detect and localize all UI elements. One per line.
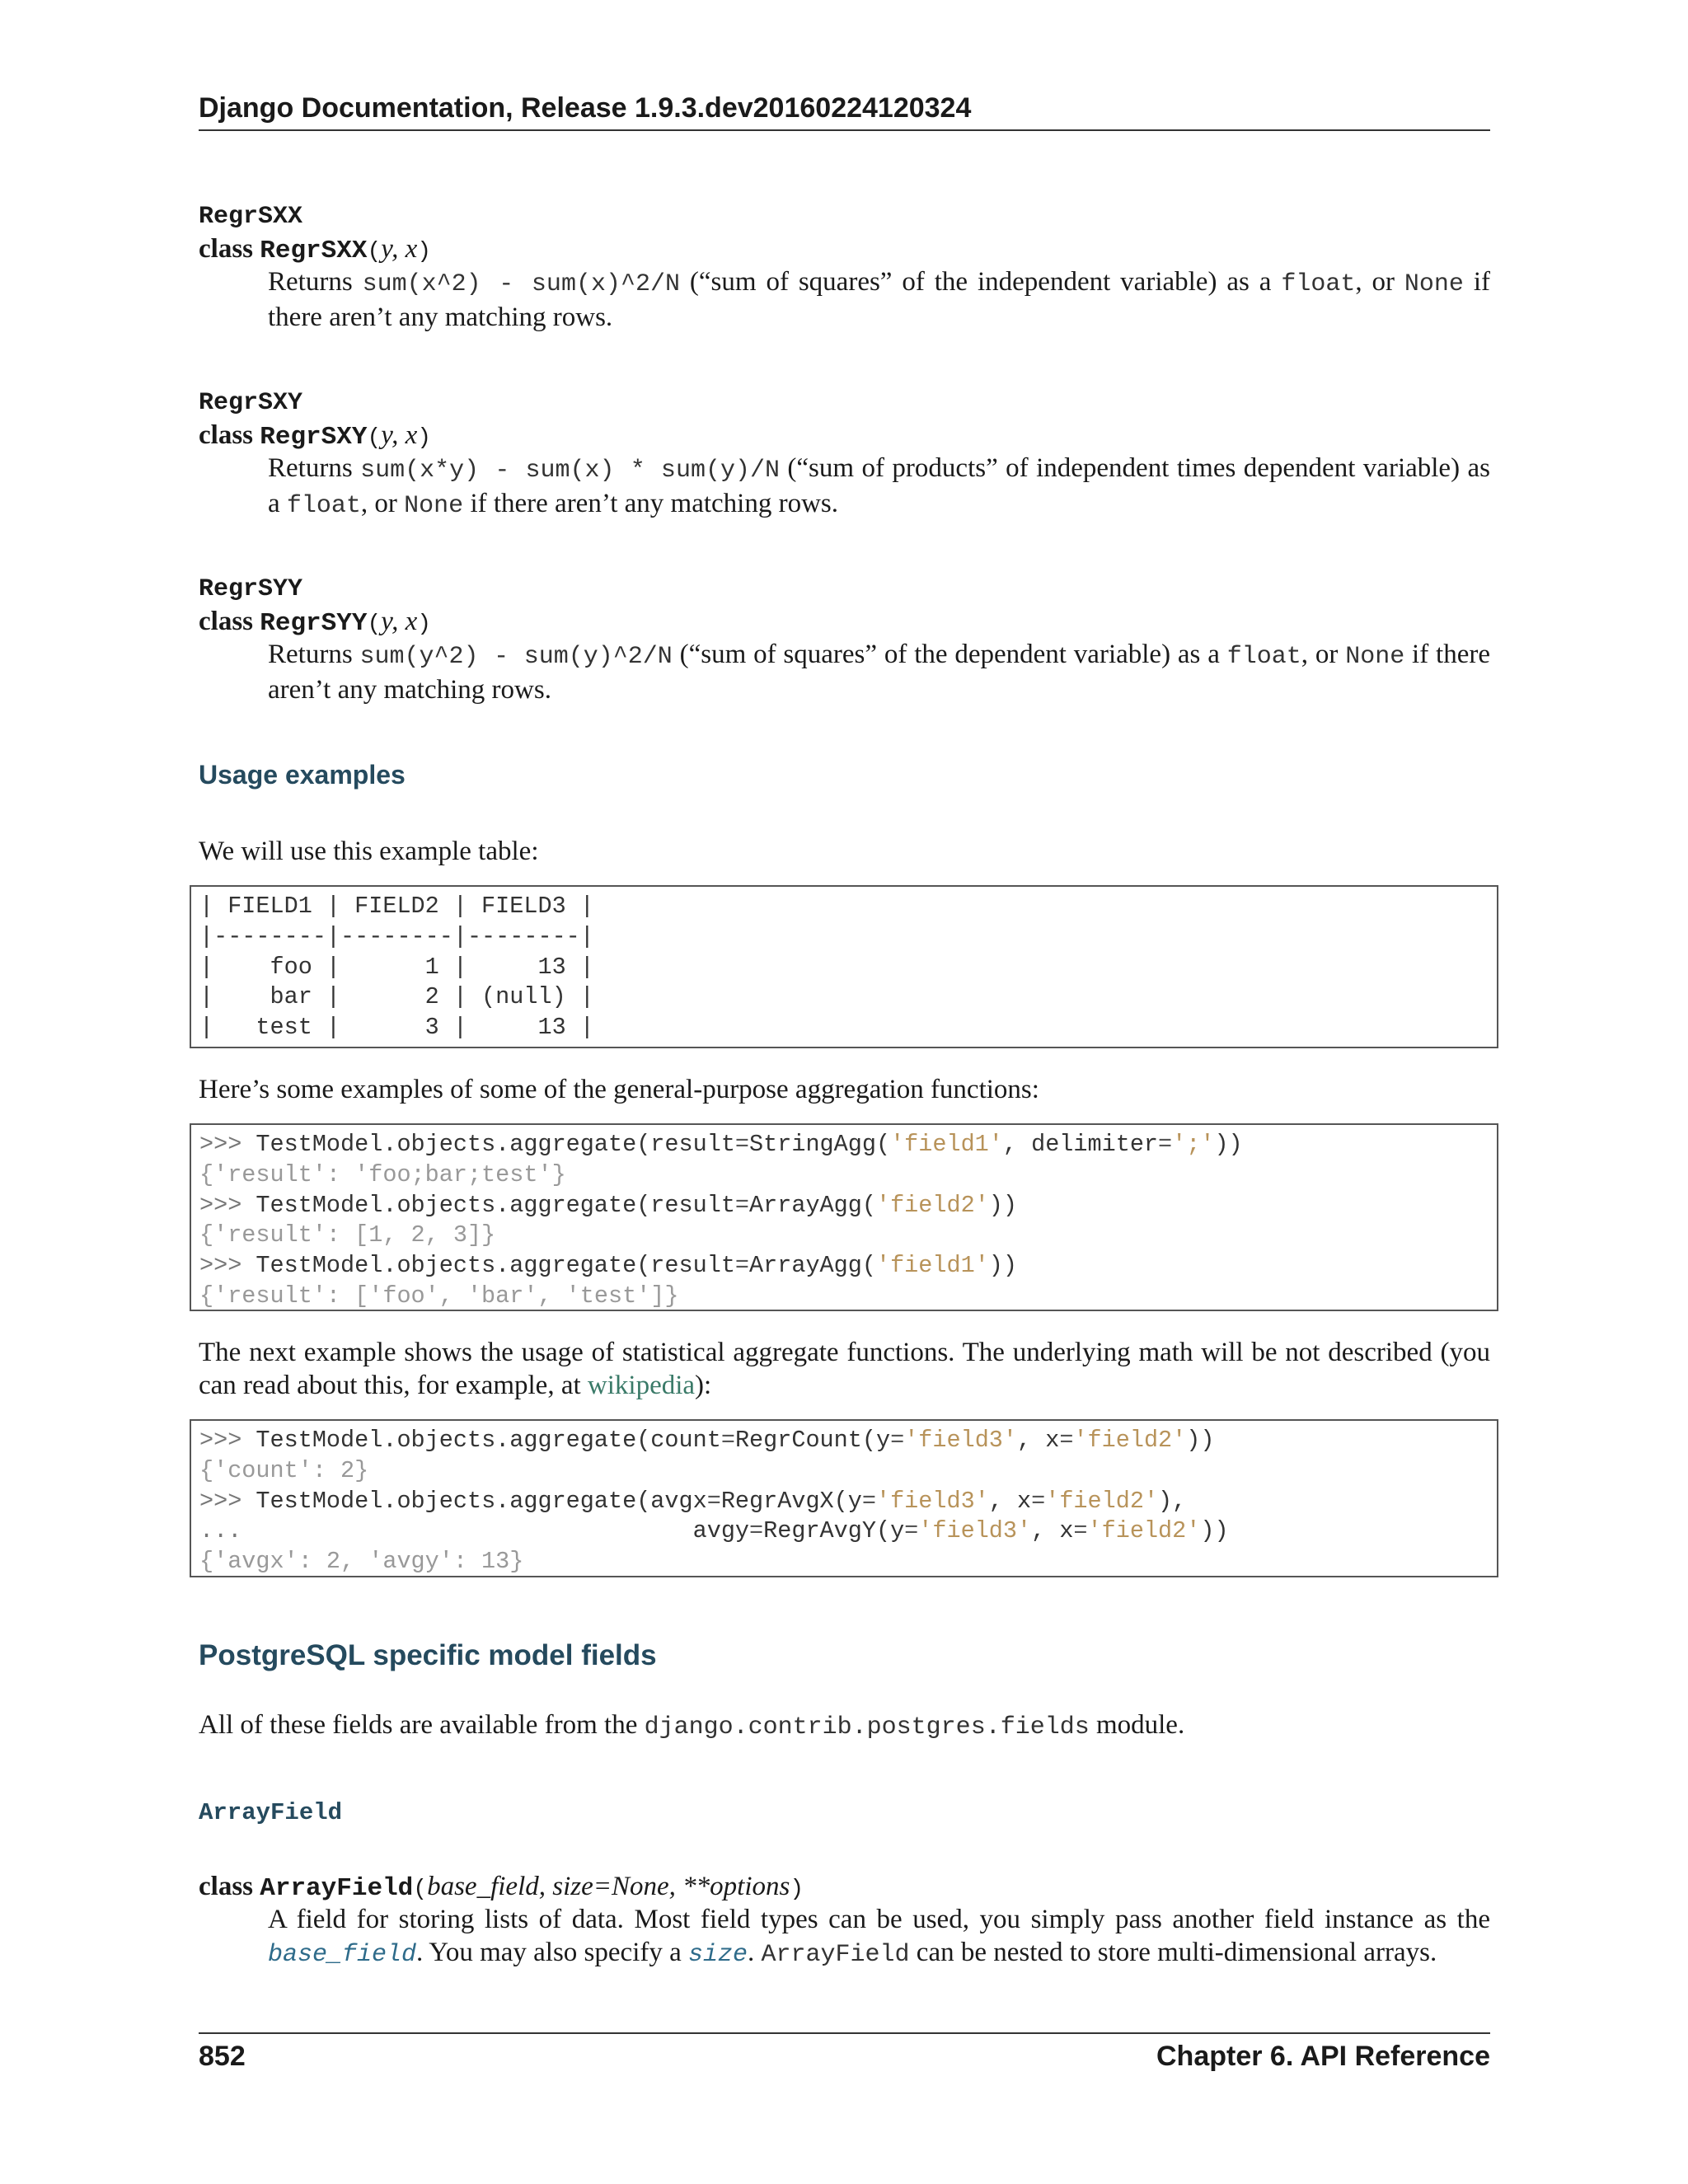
code-line: >>> TestModel.objects.aggregate(result=ArrayAgg('field2'))	[199, 1191, 1018, 1219]
running-header-title: Django Documentation, Release 1.9.3.dev20160224120324	[199, 92, 972, 124]
class-keyword: class	[199, 607, 253, 636]
class-args: base_field, size=None, **options	[427, 1872, 790, 1901]
class-args: y, x	[381, 607, 418, 636]
regrsxx-anchor: RegrSXX	[199, 203, 303, 231]
code-output: {'result': ['foo', 'bar', 'test']}	[199, 1282, 679, 1310]
code-line: | foo | 1 | 13 |	[199, 953, 594, 981]
regrsxx-signature: class RegrSXX(y, x)	[199, 234, 432, 265]
class-keyword: class	[199, 1872, 253, 1901]
code-line: | bar | 2 | (null) |	[199, 983, 594, 1011]
regrsxy-description: Returns sum(x*y) - sum(x) * sum(y)/N (“sum of products” of independent times dependent variable) as a float, or None if there aren’t any matching rows.	[268, 453, 1490, 520]
code-line: >>> TestModel.objects.aggregate(result=ArrayAgg('field1'))	[199, 1252, 1018, 1280]
code-line: |--------|--------|--------|	[199, 922, 594, 950]
footer-rule	[199, 2032, 1490, 2034]
class-name: RegrSXY	[260, 423, 368, 452]
base-field-link[interactable]: base_field	[268, 1941, 417, 1969]
code-line: >>> TestModel.objects.aggregate(avgx=RegrAvgX(y='field3', x='field2'),	[199, 1487, 1187, 1515]
inline-code: None	[404, 492, 464, 520]
header-rule	[199, 129, 1490, 131]
inline-code: float	[286, 492, 361, 520]
code-line: >>> TestModel.objects.aggregate(result=StringAgg('field1', delimiter=';'))	[199, 1131, 1243, 1158]
code-output: {'result': [1, 2, 3]}	[199, 1221, 496, 1249]
inline-code: sum(x*y) - sum(x) * sum(y)/N	[360, 457, 780, 485]
postgres-fields-heading: PostgreSQL specific model fields	[199, 1639, 657, 1671]
code-output: {'result': 'foo;bar;test'}	[199, 1160, 566, 1188]
code-line: ... avgy=RegrAvgY(y='field3', x='field2'))	[199, 1517, 1229, 1545]
inline-code: float	[1281, 270, 1356, 298]
class-args: y, x	[381, 420, 418, 450]
class-keyword: class	[199, 234, 253, 264]
inline-code: None	[1345, 643, 1405, 671]
inline-code: sum(x^2) - sum(x)^2/N	[362, 270, 680, 298]
regrsyy-anchor: RegrSYY	[199, 575, 303, 603]
inline-code: django.contrib.postgres.fields	[644, 1713, 1090, 1741]
wikipedia-link[interactable]: wikipedia	[587, 1371, 696, 1400]
general-aggregation-code	[190, 1123, 1498, 1311]
regrsyy-signature: class RegrSYY(y, x)	[199, 607, 432, 638]
inline-code: sum(y^2) - sum(y)^2/N	[359, 643, 673, 671]
statistical-aggregation-code	[190, 1419, 1498, 1577]
arrayfield-description: A field for storing lists of data. Most field types can be used, you simply pass another field instance as the base_field. You may also specify a size. ArrayField can be nested to store multi-dimensional arrays.	[268, 1905, 1490, 1969]
regrsxx-description: Returns sum(x^2) - sum(x)^2/N (“sum of squares” of the independent variable) as a float, or None if there aren’t any matching rows.	[268, 267, 1490, 332]
code-output: {'avgx': 2, 'avgy': 13}	[199, 1548, 524, 1576]
code-line: | FIELD1 | FIELD2 | FIELD3 |	[199, 893, 594, 920]
class-args: y, x	[381, 234, 418, 264]
chapter-title: Chapter 6. API Reference	[1156, 2041, 1490, 2072]
regrsyy-description: Returns sum(y^2) - sum(y)^2/N (“sum of squares” of the dependent variable) as a float, or None if there aren’t any matching rows.	[268, 640, 1490, 705]
general-aggregation-intro: Here’s some examples of some of the general-purpose aggregation functions:	[199, 1075, 1039, 1104]
usage-examples-heading: Usage examples	[199, 760, 406, 790]
class-name: ArrayField	[260, 1874, 414, 1903]
regrsxy-signature: class RegrSXY(y, x)	[199, 420, 432, 452]
example-table-code	[190, 885, 1498, 1048]
class-name: RegrSXX	[260, 237, 368, 265]
inline-code: ArrayField	[761, 1941, 910, 1969]
arrayfield-signature: class ArrayField(base_field, size=None, **options)	[199, 1872, 804, 1903]
code-line: | test | 3 | 13 |	[199, 1014, 594, 1042]
statistical-aggregation-intro: The next example shows the usage of statistical aggregate functions. The underlying math will be not described (you can read about this, for example, at wikipedia):	[199, 1338, 1490, 1400]
class-keyword: class	[199, 420, 253, 450]
page-number: 852	[199, 2041, 246, 2072]
inline-code: float	[1226, 643, 1301, 671]
inline-code: None	[1404, 270, 1464, 298]
arrayfield-anchor: ArrayField	[199, 1799, 343, 1826]
code-line: >>> TestModel.objects.aggregate(count=RegrCount(y='field3', x='field2'))	[199, 1427, 1215, 1454]
usage-intro: We will use this example table:	[199, 837, 539, 866]
class-name: RegrSYY	[260, 609, 368, 638]
postgres-fields-intro: All of these fields are available from the django.contrib.postgres.fields module.	[199, 1710, 1185, 1741]
size-link[interactable]: size	[688, 1941, 748, 1969]
code-output: {'count': 2}	[199, 1456, 369, 1484]
regrsxy-anchor: RegrSXY	[199, 389, 303, 417]
